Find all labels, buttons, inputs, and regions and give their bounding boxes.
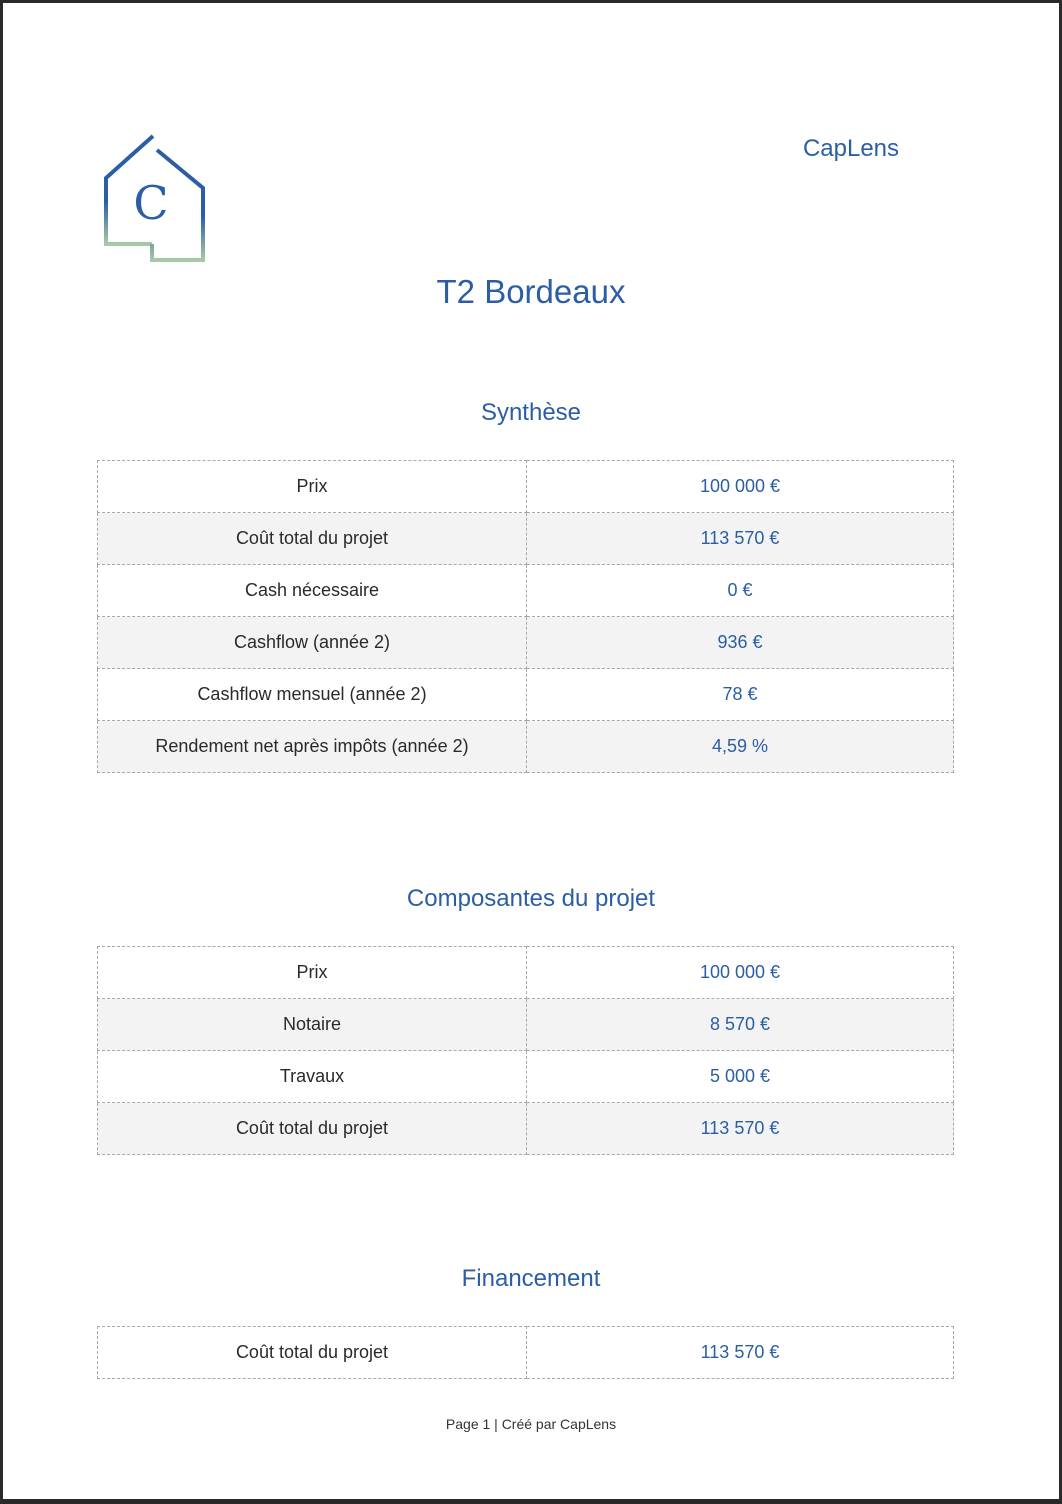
row-label: Travaux: [98, 1051, 527, 1103]
financement-table: [97, 1326, 954, 1379]
table-row: [98, 1327, 954, 1379]
row-label: Cashflow (année 2): [98, 617, 527, 669]
row-value: 5 000 €: [527, 1051, 954, 1103]
table-row: [98, 565, 954, 617]
section-title-composantes: Composantes du projet: [406, 885, 656, 912]
brand-name: CapLens: [802, 135, 900, 162]
row-label: Coût total du projet: [98, 513, 527, 565]
composantes-table: [97, 946, 954, 1155]
table-row: [98, 513, 954, 565]
table-row: [98, 461, 954, 513]
section-title-synthese: Synthèse: [480, 399, 582, 426]
row-label: Rendement net après impôts (année 2): [98, 721, 527, 773]
row-label: Notaire: [98, 999, 527, 1051]
row-label: Coût total du projet: [98, 1327, 527, 1379]
synthese-table: [97, 460, 954, 773]
table-row: [98, 617, 954, 669]
table-row: [98, 721, 954, 773]
document-title: T2 Bordeaux: [436, 273, 626, 310]
table-row: [98, 947, 954, 999]
table-row: [98, 1051, 954, 1103]
row-value: 0 €: [527, 565, 954, 617]
row-value: 936 €: [527, 617, 954, 669]
row-value: 8 570 €: [527, 999, 954, 1051]
row-value: 113 570 €: [527, 1103, 954, 1155]
row-value: 78 €: [527, 669, 954, 721]
row-value: 113 570 €: [527, 513, 954, 565]
row-value: 100 000 €: [527, 461, 954, 513]
page-footer: Page 1 | Créé par CapLens: [445, 1416, 617, 1432]
row-label: Cash nécessaire: [98, 565, 527, 617]
table-row: [98, 1103, 954, 1155]
caplens-logo: [103, 133, 211, 267]
table-row: [98, 999, 954, 1051]
row-label: Prix: [98, 461, 527, 513]
row-value: 113 570 €: [527, 1327, 954, 1379]
row-label: Coût total du projet: [98, 1103, 527, 1155]
row-value: 100 000 €: [527, 947, 954, 999]
row-label: Prix: [98, 947, 527, 999]
table-row: [98, 669, 954, 721]
logo-letter: C: [133, 176, 169, 230]
row-value: 4,59 %: [527, 721, 954, 773]
document-page: [3, 3, 1059, 1499]
row-label: Cashflow mensuel (année 2): [98, 669, 527, 721]
section-title-financement: Financement: [461, 1265, 601, 1292]
